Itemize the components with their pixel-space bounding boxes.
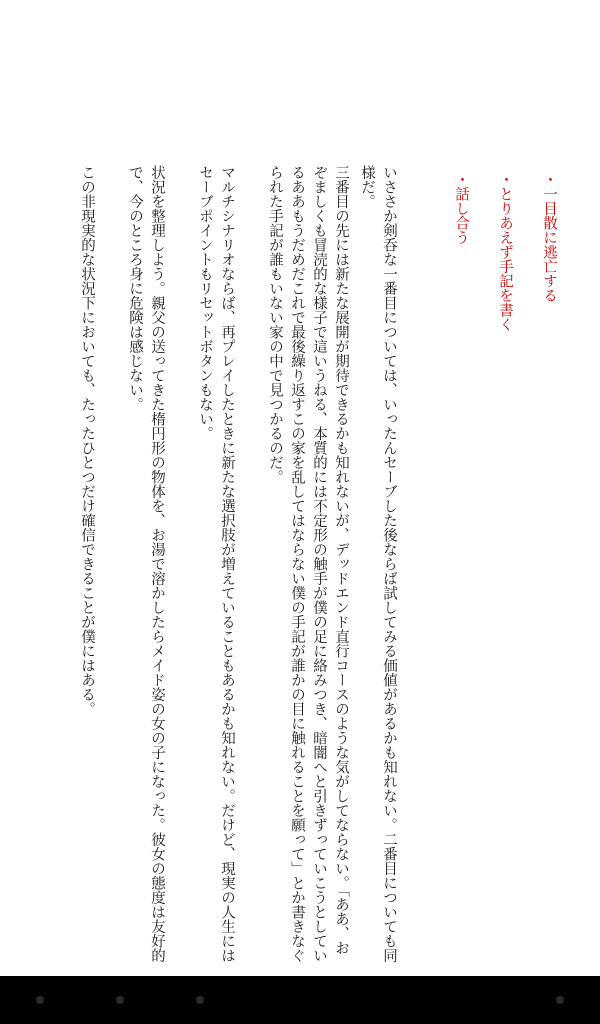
recents-icon[interactable]: [196, 996, 204, 1004]
paragraph: 三番目の先には新たな展開が期待できるかも知れないが、デッドエンド直行コースのような気がしてならない。「ああ、おぞましくも冒涜的な様子で這いうねる、本質的には不定形の触手が僕の足に絡みつき、暗闇へと引きずっていこうとしているああもうだめだこれで最後繰り返すこの家を乱してはならない僕の手記が誰かの目に触れることを願って」とか書きなぐられた手記が誰もいない家の中で見つかるのだ。: [267, 165, 349, 963]
choice-write-memoir[interactable]: ・とりあえず手記を書く: [497, 172, 513, 332]
system-navigation-bar: [0, 976, 600, 1024]
body-text: [50, 165, 400, 965]
paragraph: マルチシナリオならば、再プレイしたときに新たな選択肢が増えていることもあるかも知れない。だけど、現実の人生にはセーブポイントもリセットボタンもない。: [197, 165, 235, 963]
choice-list: [428, 172, 560, 672]
paragraph: この非現実的な状況下においても、たったひとつだけ確信できることが僕にはある。: [79, 165, 95, 716]
choice-talk[interactable]: ・話し合う: [453, 172, 469, 245]
back-icon[interactable]: [36, 996, 44, 1004]
choice-flee[interactable]: ・一目散に逃亡する: [541, 172, 557, 303]
menu-icon[interactable]: [556, 996, 564, 1004]
paragraph: いささか剣呑な一番目については、いったんセーブした後ならば試してみる価値があるかも知れない。二番目についても同様だ。: [359, 165, 397, 963]
paragraph: 状況を整理しよう。親父の送ってきた楕円形の物体を、お湯で溶かしたらメイド姿の女の子になった。彼女の態度は友好的で、今のところ身に危険は感じない。: [127, 165, 165, 963]
home-icon[interactable]: [116, 996, 124, 1004]
